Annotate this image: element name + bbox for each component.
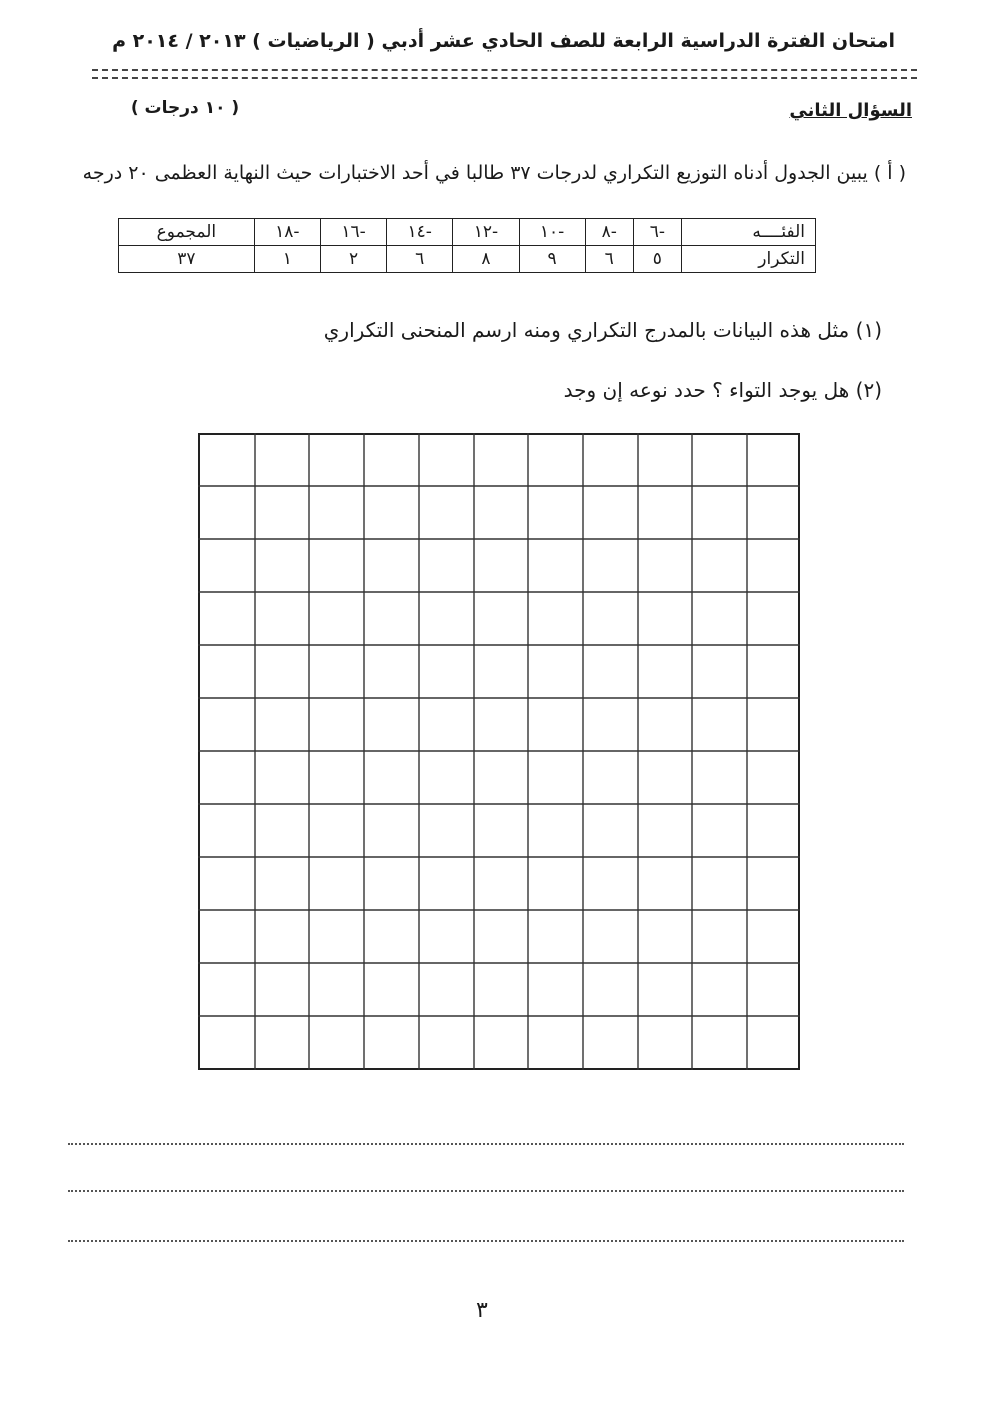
table-cell: -١٦	[320, 219, 386, 246]
table-cell: ٦	[585, 246, 633, 273]
question-title: السؤال الثاني	[789, 100, 912, 121]
header-double-dashed-divider	[92, 65, 917, 85]
table-cell: ٥	[633, 246, 681, 273]
table-cell: ٩	[519, 246, 585, 273]
table-cell: ٨	[453, 246, 519, 273]
table-cell: ٣٧	[119, 246, 255, 273]
table-row-classes	[119, 219, 816, 246]
page-number: ٣	[476, 1298, 488, 1323]
exam-header-title: امتحان الفترة الدراسية الرابعة للصف الحادي عشر أدبي ( الرياضيات ) ٢٠١٣ / ٢٠١٤ م	[112, 30, 895, 52]
table-cell: ٢	[320, 246, 386, 273]
question-marks: ( ١٠ درجات )	[130, 98, 240, 118]
table-cell: -١٤	[387, 219, 453, 246]
answer-line[interactable]	[68, 1143, 904, 1145]
table-cell: -١٠	[519, 219, 585, 246]
table-cell: الفئــــه	[681, 219, 815, 246]
table-cell: -٦	[633, 219, 681, 246]
answer-line[interactable]	[68, 1240, 904, 1242]
table-cell: التكرار	[681, 246, 815, 273]
table-cell: ١	[254, 246, 320, 273]
answer-line[interactable]	[68, 1190, 904, 1192]
table-cell: -١٢	[453, 219, 519, 246]
table-cell: -١٨	[254, 219, 320, 246]
table-cell: ٦	[387, 246, 453, 273]
sub-question-2: (٢) هل يوجد التواء ؟ حدد نوعه إن وجد	[563, 378, 882, 402]
graph-paper-grid[interactable]	[198, 433, 800, 1070]
table-cell: -٨	[585, 219, 633, 246]
frequency-table	[118, 218, 816, 273]
table-cell: المجموع	[119, 219, 255, 246]
table-row-frequencies	[119, 246, 816, 273]
part-a-prompt: ( أ ) يبين الجدول أدناه التوزيع التكراري لدرجات ٣٧ طالبا في أحد الاختبارات حيث النهاية العظمى ٢٠ درجه	[82, 162, 906, 184]
sub-question-1: (١) مثل هذه البيانات بالمدرج التكراري ومنه ارسم المنحنى التكراري	[323, 318, 882, 342]
